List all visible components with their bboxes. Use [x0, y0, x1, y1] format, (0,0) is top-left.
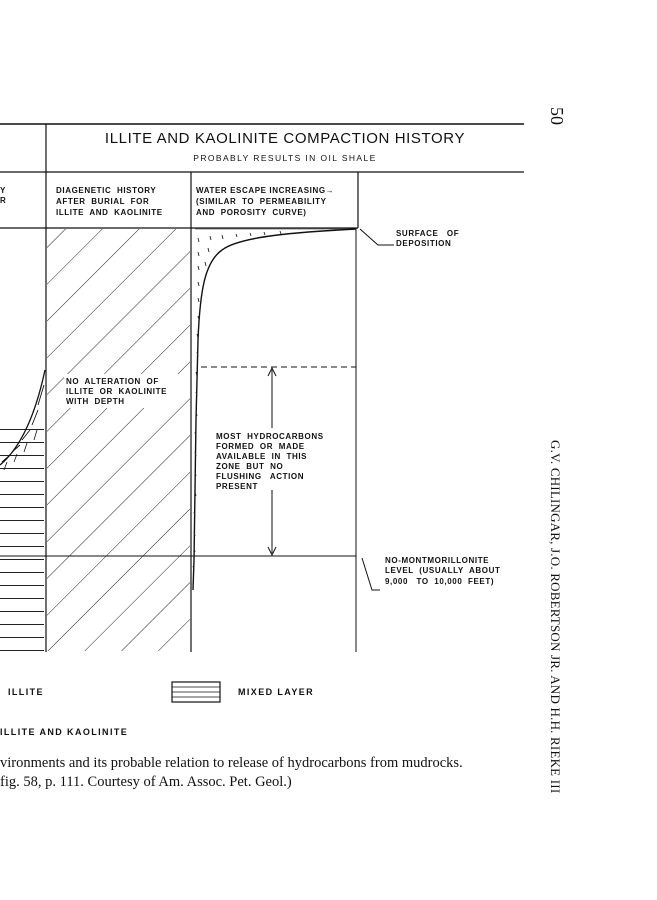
surface-leader — [360, 229, 394, 245]
no-alteration-2: ILLITE OR KAOLINITE — [66, 387, 168, 396]
hydrocarbons-6: PRESENT — [216, 482, 258, 491]
montmorillonite-label-1: NO-MONTMORILLONITE — [385, 556, 490, 565]
water-header-3: AND POROSITY CURVE) — [196, 208, 307, 217]
no-alteration-3: WITH DEPTH — [66, 397, 125, 406]
legend-mixed-layer: MIXED LAYER — [238, 687, 315, 697]
montmorillonite-label-2: LEVEL (USUALLY ABOUT — [385, 566, 501, 575]
montmorillonite-label-3: 9,000 TO 10,000 FEET) — [385, 577, 495, 586]
caption-line-1: vironments and its probable relation to release of hydrocarbons from mudrocks. — [0, 755, 463, 771]
illite-hatch-region — [0, 420, 44, 652]
hydrocarbons-2: FORMED OR MADE — [216, 442, 305, 451]
illite-kaolinite-hatch — [47, 229, 190, 651]
water-escape-curve — [193, 229, 356, 590]
figure-subtitle: PROBABLY RESULTS IN OIL SHALE — [193, 153, 377, 163]
diagenetic-header-1: DIAGENETIC HISTORY — [56, 186, 157, 195]
surface-label-2: DEPOSITION — [396, 239, 452, 248]
no-alteration-1: NO ALTERATION OF — [66, 377, 159, 386]
hydrocarbons-5: FLUSHING ACTION — [216, 472, 305, 481]
page-number: 50 — [547, 107, 567, 125]
legend-illite: ILLITE — [8, 687, 44, 697]
water-header-2: (SIMILAR TO PERMEABILITY — [196, 197, 327, 206]
running-head: G.V. CHILINGAR, J.O. ROBERTSON JR. AND H.H. RIEKE III — [548, 440, 563, 794]
diagenetic-header-3: ILLITE AND KAOLINITE — [56, 208, 163, 217]
left-header-fragment-1: Y — [0, 186, 6, 195]
legend-illite-kaolinite: ILLITE AND KAOLINITE — [0, 727, 129, 737]
hydrocarbons-3: AVAILABLE IN THIS — [216, 452, 308, 461]
left-header-fragment-2: R — [0, 196, 7, 205]
water-escape-stipple — [193, 231, 284, 570]
surface-label-1: SURFACE OF — [396, 229, 460, 238]
hydrocarbons-1: MOST HYDROCARBONS — [216, 432, 324, 441]
figure-caption — [0, 754, 535, 792]
figure-title: ILLITE AND KAOLINITE COMPACTION HISTORY — [104, 130, 466, 147]
caption-line-2: fig. 58, p. 111. Courtesy of Am. Assoc. Pet. Geol.) — [0, 774, 292, 790]
diagenetic-header-2: AFTER BURIAL FOR — [56, 197, 150, 206]
water-header-1: WATER ESCAPE INCREASING→ — [196, 186, 335, 195]
montmorillonite-leader — [362, 558, 380, 590]
hydrocarbons-4: ZONE BUT NO — [216, 462, 284, 471]
